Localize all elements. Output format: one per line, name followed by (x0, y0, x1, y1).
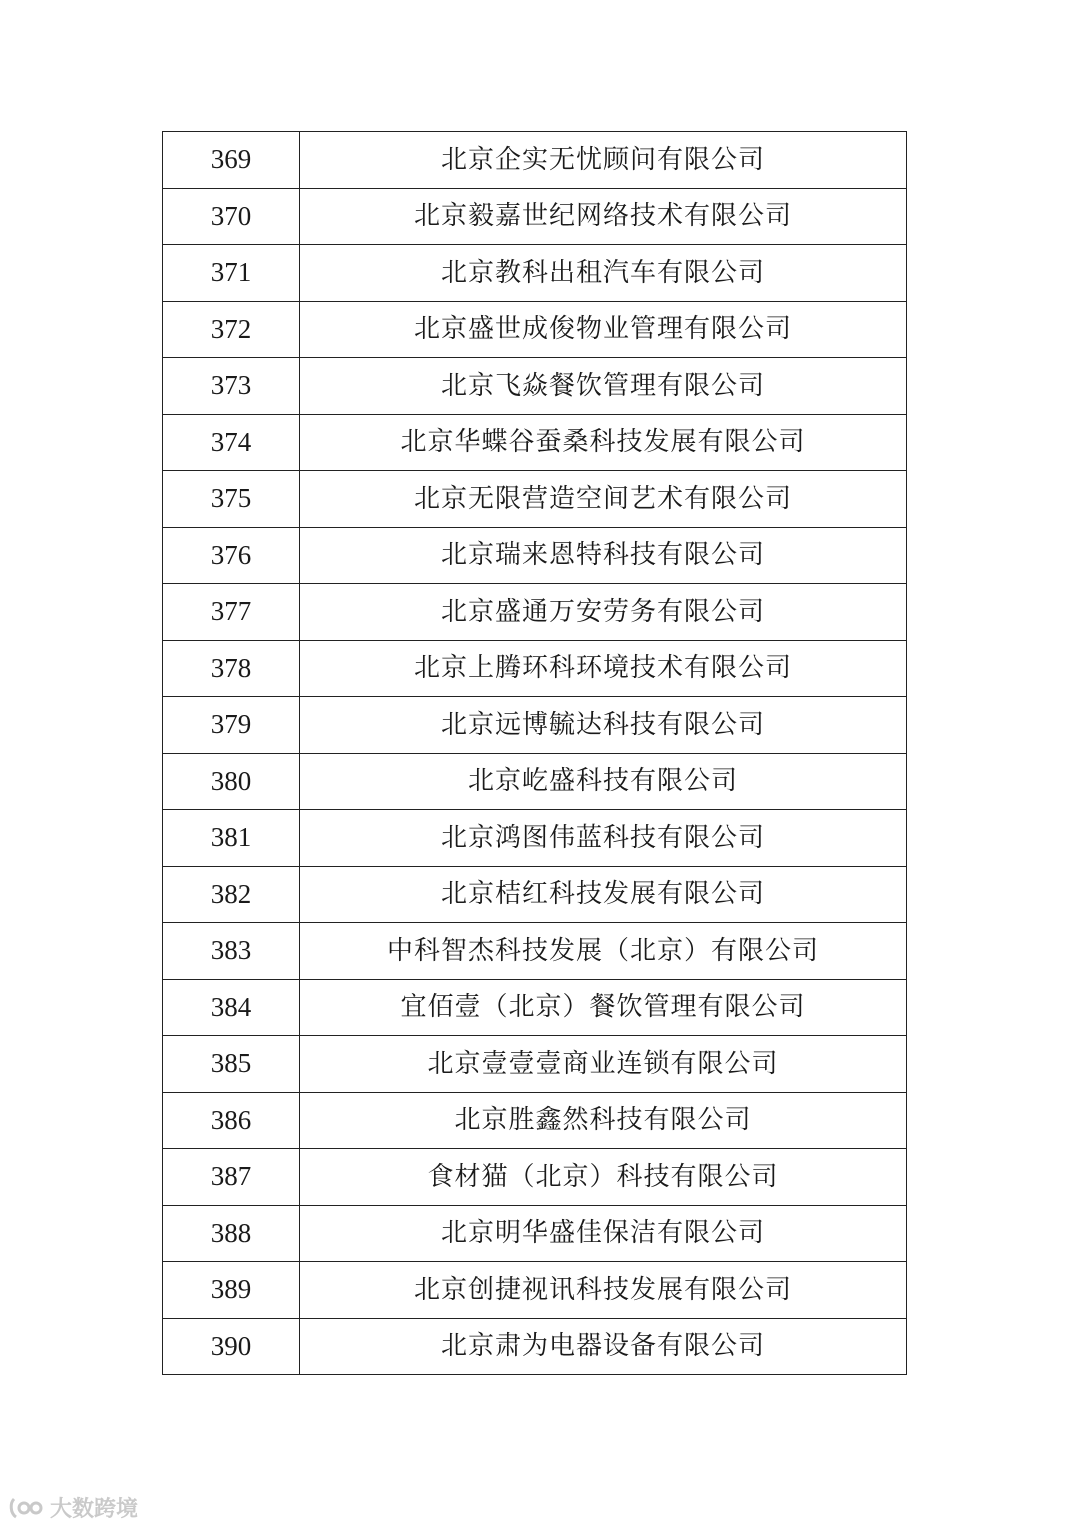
table-row (163, 1036, 907, 1093)
row-number-cell: 385 (163, 1036, 300, 1093)
company-name-cell: 北京华蝶谷蚕桑科技发展有限公司 (300, 414, 907, 471)
table-row (163, 188, 907, 245)
row-number-cell: 382 (163, 866, 300, 923)
company-name-cell: 北京企实无忧顾问有限公司 (300, 132, 907, 189)
row-number-cell: 380 (163, 753, 300, 810)
company-name-cell: 北京盛通万安劳务有限公司 (300, 584, 907, 641)
company-name-cell: 北京胜鑫然科技有限公司 (300, 1092, 907, 1149)
company-name-cell: 北京毅嘉世纪网络技术有限公司 (300, 188, 907, 245)
table-body (163, 132, 907, 1375)
table-row (163, 414, 907, 471)
table-row (163, 753, 907, 810)
table-row (163, 923, 907, 980)
table-row (163, 697, 907, 754)
table-row (163, 471, 907, 528)
company-name-cell: 北京屹盛科技有限公司 (300, 753, 907, 810)
company-name-cell: 北京瑞来恩特科技有限公司 (300, 527, 907, 584)
company-list-table (162, 131, 907, 1375)
row-number-cell: 369 (163, 132, 300, 189)
table-row (163, 810, 907, 867)
row-number-cell: 378 (163, 640, 300, 697)
company-name-cell: 北京无限营造空间艺术有限公司 (300, 471, 907, 528)
table-row (163, 527, 907, 584)
company-name-cell: 北京壹壹壹商业连锁有限公司 (300, 1036, 907, 1093)
company-name-cell: 北京明华盛佳保洁有限公司 (300, 1205, 907, 1262)
table-row (163, 132, 907, 189)
company-name-cell: 中科智杰科技发展（北京）有限公司 (300, 923, 907, 980)
company-name-cell: 北京飞焱餐饮管理有限公司 (300, 358, 907, 415)
table-row (163, 1149, 907, 1206)
company-name-cell: 北京远博毓达科技有限公司 (300, 697, 907, 754)
table-row (163, 584, 907, 641)
table-row (163, 358, 907, 415)
row-number-cell: 389 (163, 1262, 300, 1319)
table-row (163, 1205, 907, 1262)
table-row (163, 866, 907, 923)
table-row (163, 245, 907, 302)
table-row (163, 640, 907, 697)
row-number-cell: 375 (163, 471, 300, 528)
row-number-cell: 390 (163, 1318, 300, 1375)
company-name-cell: 宜佰壹（北京）餐饮管理有限公司 (300, 979, 907, 1036)
table-row (163, 1092, 907, 1149)
row-number-cell: 371 (163, 245, 300, 302)
company-name-cell: 北京教科出租汽车有限公司 (300, 245, 907, 302)
row-number-cell: 388 (163, 1205, 300, 1262)
table-row (163, 1262, 907, 1319)
row-number-cell: 386 (163, 1092, 300, 1149)
row-number-cell: 370 (163, 188, 300, 245)
row-number-cell: 383 (163, 923, 300, 980)
table-row (163, 1318, 907, 1375)
company-name-cell: 北京上腾环科环境技术有限公司 (300, 640, 907, 697)
row-number-cell: 379 (163, 697, 300, 754)
row-number-cell: 381 (163, 810, 300, 867)
row-number-cell: 387 (163, 1149, 300, 1206)
company-name-cell: 北京盛世成俊物业管理有限公司 (300, 301, 907, 358)
row-number-cell: 373 (163, 358, 300, 415)
row-number-cell: 374 (163, 414, 300, 471)
row-number-cell: 384 (163, 979, 300, 1036)
company-name-cell: 食材猫（北京）科技有限公司 (300, 1149, 907, 1206)
company-name-cell: 北京创捷视讯科技发展有限公司 (300, 1262, 907, 1319)
row-number-cell: 376 (163, 527, 300, 584)
table-row (163, 301, 907, 358)
row-number-cell: 377 (163, 584, 300, 641)
company-name-cell: 北京桔红科技发展有限公司 (300, 866, 907, 923)
table-row (163, 979, 907, 1036)
row-number-cell: 372 (163, 301, 300, 358)
watermark-text: 大数跨境 (50, 1497, 139, 1522)
watermark (8, 1492, 138, 1523)
company-name-cell: 北京肃为电器设备有限公司 (300, 1318, 907, 1375)
company-name-cell: 北京鸿图伟蓝科技有限公司 (300, 810, 907, 867)
brand-logo-icon (8, 1495, 44, 1521)
